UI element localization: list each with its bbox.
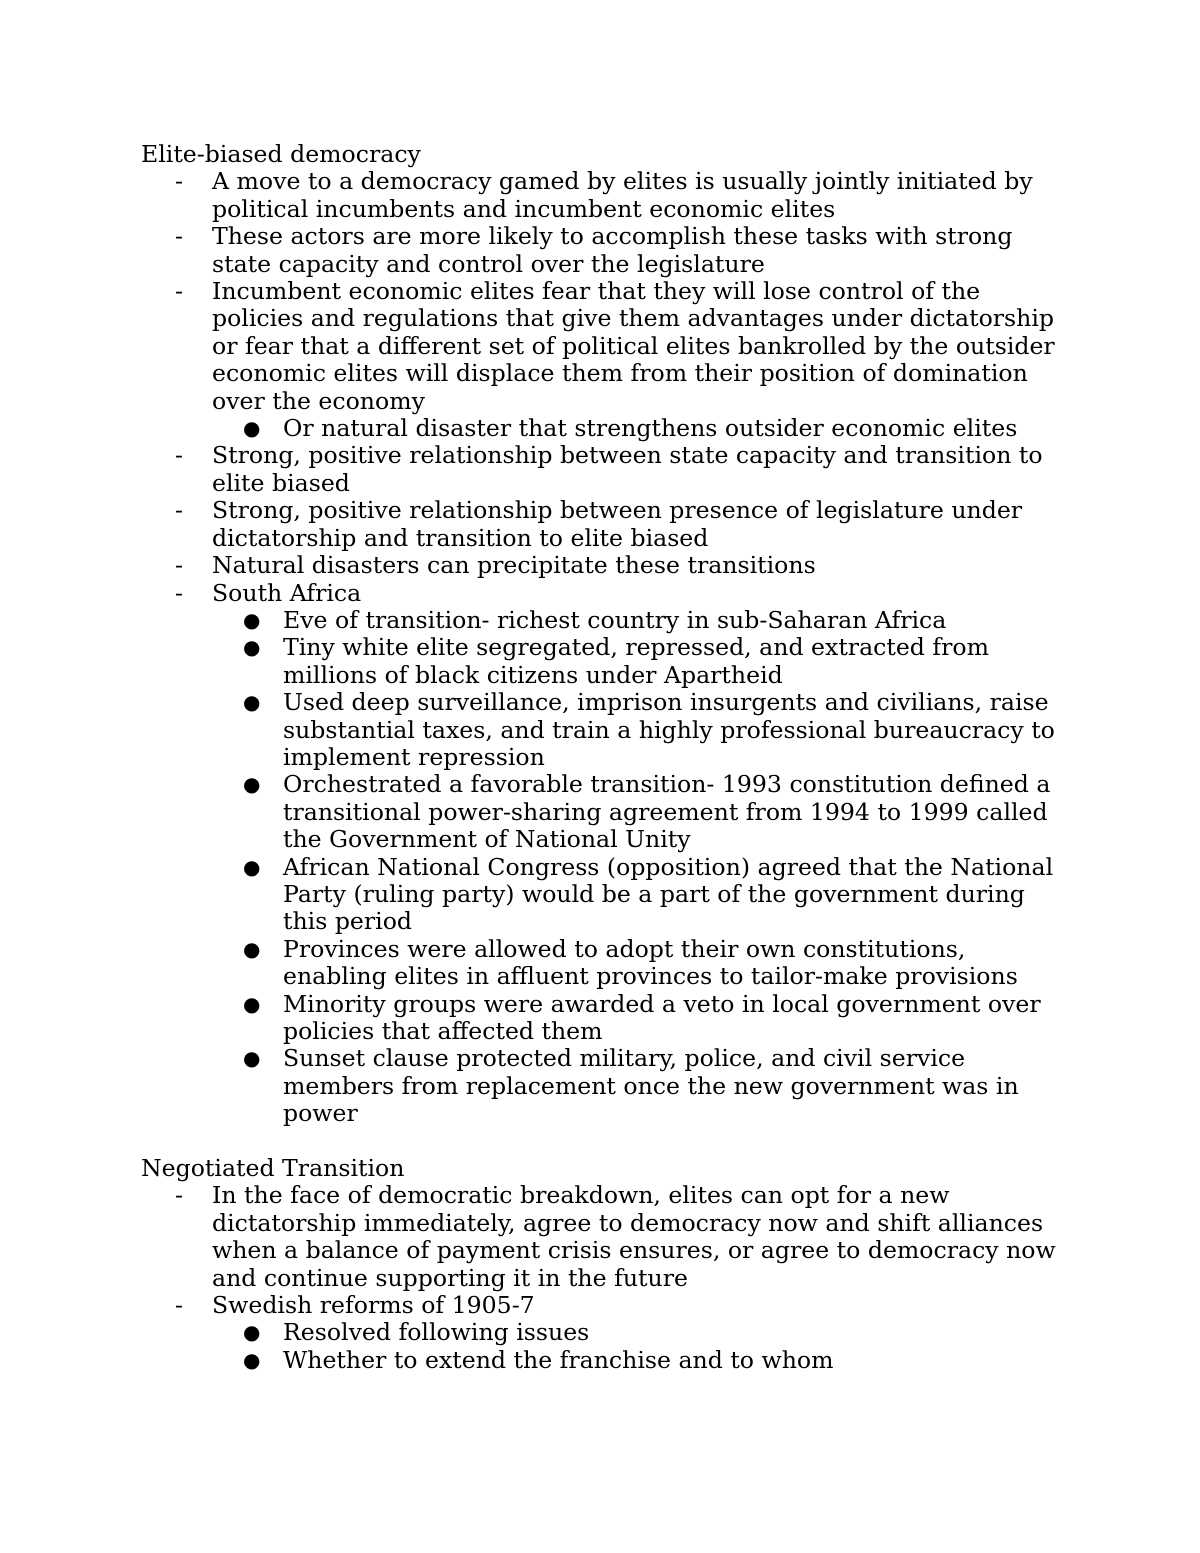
bullet-icon: ●: [243, 1347, 261, 1372]
dash-marker: -: [175, 222, 183, 251]
paragraph-spacer: [141, 1128, 1071, 1155]
list-item: - Incumbent economic elites fear that they will lose control of the policies and regulations that give them advantages under dictatorship or fear that a different set of political elites bankrolled by the outsider economic elites will displace them from their position of domination over the economy: [175, 277, 1055, 415]
dash-marker: -: [175, 441, 183, 470]
list-item: - These actors are more likely to accomplish these tasks with strong state capacity and control over the legislature: [175, 222, 1013, 278]
sub-list-item: ● Or natural disaster that strengthens outsider economic elites: [243, 414, 1018, 443]
document-body: [141, 141, 1071, 1374]
bullet-icon: ●: [243, 772, 261, 797]
sub-list-item: ● Tiny white elite segregated, repressed, and extracted from millions of black citizens under Apartheid: [243, 633, 989, 689]
dash-marker: -: [175, 496, 183, 525]
bullet-icon: ●: [243, 635, 261, 660]
bullet-list: [141, 168, 1071, 1127]
dash-marker: -: [175, 551, 183, 580]
list-item: - A move to a democracy gamed by elites is usually jointly initiated by political incumbents and incumbent economic elites: [175, 167, 1033, 223]
bullet-icon: ●: [243, 1046, 261, 1071]
sub-list-item: ● Orchestrated a favorable transition- 1993 constitution defined a transitional power-sharing agreement from 1994 to 1999 called the Government of National Unity: [243, 770, 1051, 854]
bullet-icon: ●: [243, 936, 261, 961]
sub-list-item: ● Minority groups were awarded a veto in local government over policies that affected them: [243, 989, 1041, 1045]
sub-list-item: ● Sunset clause protected military, police, and civil service members from replacement once the new government was in power: [243, 1044, 1019, 1128]
sub-list-item: ● Eve of transition- richest country in sub-Saharan Africa: [243, 605, 947, 634]
dash-marker: -: [175, 167, 183, 196]
bullet-icon: ●: [243, 1320, 261, 1345]
bullet-icon: ●: [243, 690, 261, 715]
dash-marker: -: [175, 1291, 183, 1320]
bullet-icon: ●: [243, 991, 261, 1016]
dash-marker: -: [175, 1181, 183, 1210]
section-heading: Negotiated Transition: [141, 1154, 405, 1183]
bullet-list: [141, 1182, 1071, 1374]
list-item: - Strong, positive relationship between state capacity and transition to elite biased: [175, 441, 1043, 497]
bullet-icon: ●: [243, 607, 261, 632]
bullet-icon: ●: [243, 854, 261, 879]
list-item: - South Africa: [175, 578, 362, 607]
list-item: - Swedish reforms of 1905-7: [175, 1291, 535, 1320]
sub-list-item: ● African National Congress (opposition) agreed that the National Party (ruling party) would be a part of the government during this period: [243, 852, 1054, 936]
list-item: - In the face of democratic breakdown, elites can opt for a new dictatorship immediately, agree to democracy now and shift alliances when a balance of payment crisis ensures, or agree to democracy now and continue supporting it in the future: [175, 1181, 1056, 1292]
list-item: - Natural disasters can precipitate these transitions: [175, 551, 816, 580]
sub-list-item: ● Whether to extend the franchise and to whom: [243, 1345, 834, 1374]
sub-list-item: ● Resolved following issues: [243, 1318, 590, 1347]
sub-list-item: ● Used deep surveillance, imprison insurgents and civilians, raise substantial taxes, and train a highly professional bureaucracy to implement repression: [243, 688, 1055, 771]
dash-marker: -: [175, 277, 183, 306]
section-heading: Elite-biased democracy: [141, 140, 421, 168]
bullet-icon: ●: [243, 416, 261, 441]
dash-marker: -: [175, 578, 183, 607]
list-item: - Strong, positive relationship between presence of legislature under dictatorship and transition to elite biased: [175, 496, 1023, 552]
sub-list-item: ● Provinces were allowed to adopt their own constitutions, enabling elites in affluent provinces to tailor-make provisions: [243, 934, 1018, 991]
